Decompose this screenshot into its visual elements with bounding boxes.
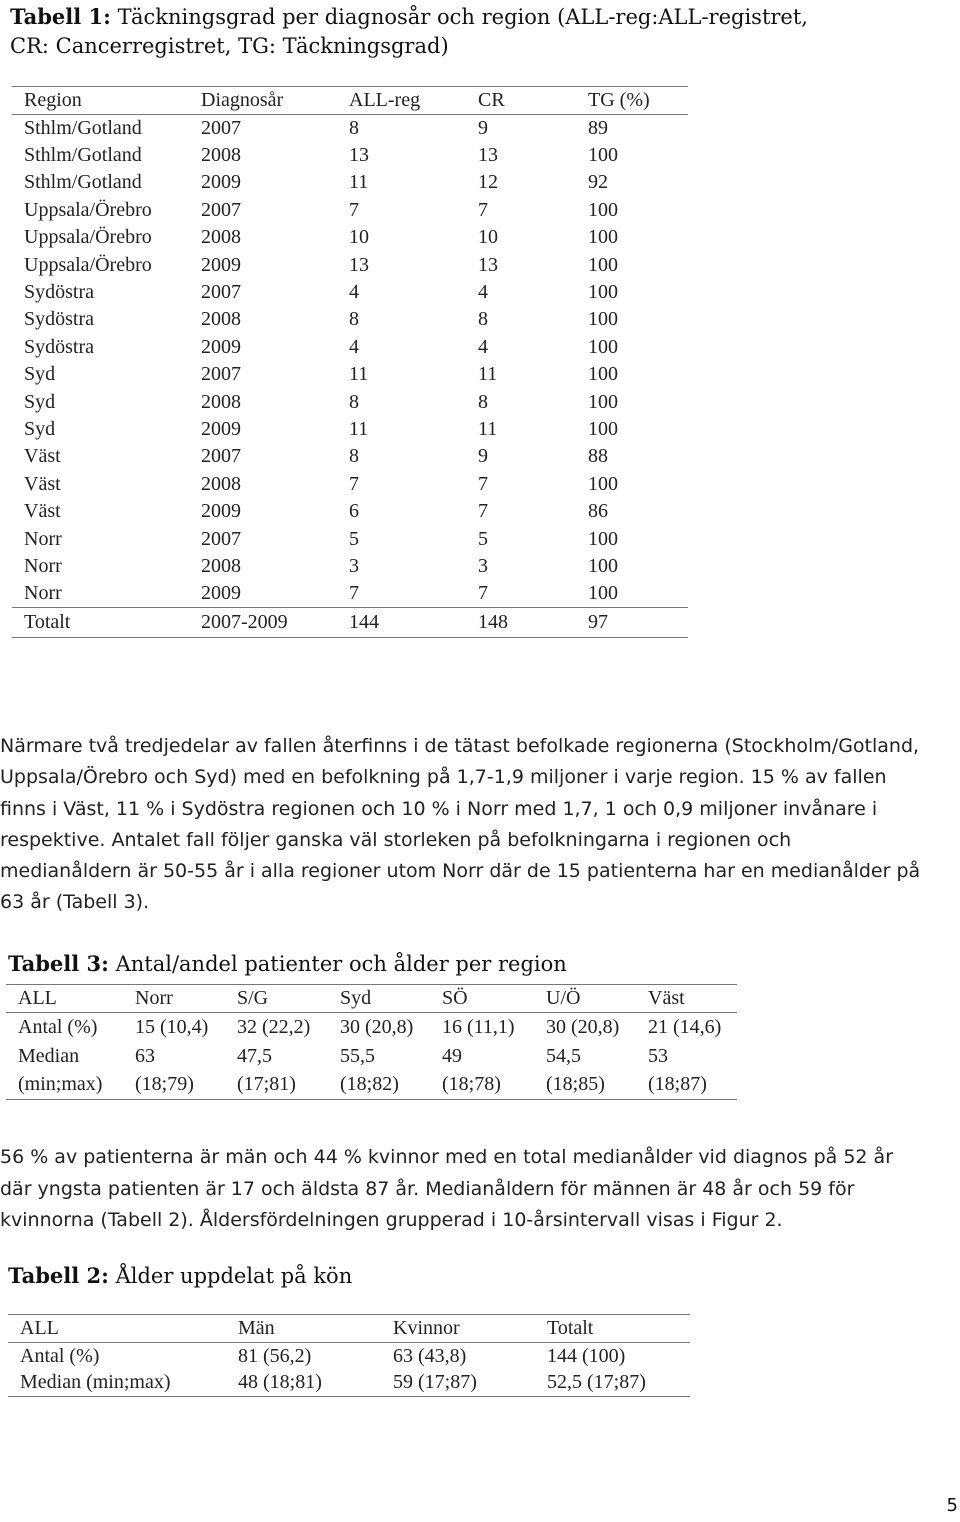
table1-header-cell: Region — [24, 89, 82, 111]
table-cell: 2009 — [201, 335, 241, 358]
table-row — [6, 1071, 737, 1100]
table-cell: Sydöstra — [24, 281, 94, 304]
table-cell: 2008 — [201, 390, 241, 413]
table-cell: Sydöstra — [24, 335, 94, 358]
table2-header-cell: Kvinnor — [393, 1317, 460, 1339]
table-cell: (17;81) — [237, 1073, 296, 1096]
table3-caption-text: Antal/andel patienter och ålder per region — [115, 952, 567, 976]
table-cell: 5 — [349, 527, 359, 550]
table-cell: 7 — [349, 582, 359, 605]
table-cell: Norr — [24, 554, 62, 577]
table-cell: 89 — [588, 116, 608, 139]
table-row — [12, 580, 688, 607]
table-cell: Sthlm/Gotland — [24, 144, 142, 167]
table-cell: Norr — [24, 582, 62, 605]
table-cell: Väst — [24, 472, 61, 495]
table-cell: Median — [18, 1044, 80, 1067]
table-cell: 92 — [588, 171, 608, 194]
table3-body — [6, 1013, 737, 1100]
table1 — [12, 86, 688, 638]
table-cell: 63 (43,8) — [393, 1344, 467, 1367]
table-cell: 2008 — [201, 308, 241, 331]
paragraph-gender-age — [0, 1142, 958, 1237]
table-cell: 13 — [349, 144, 369, 167]
table1-caption-text: Täckningsgrad per diagnosår och region (ALL-reg:ALL-registret, — [117, 5, 808, 29]
table-cell: 52,5 (17;87) — [547, 1371, 646, 1394]
table2 — [8, 1314, 690, 1397]
table-row — [12, 169, 688, 196]
table2-header-cell: ALL — [20, 1317, 59, 1339]
table-cell: 88 — [588, 445, 608, 468]
table-cell: 100 — [588, 253, 618, 276]
table-row — [12, 279, 688, 306]
table-cell: Väst — [24, 445, 61, 468]
table-row — [6, 1042, 737, 1071]
table2-header-row — [8, 1315, 690, 1343]
table-cell: 21 (14,6) — [648, 1015, 722, 1038]
table-cell: 30 (20,8) — [340, 1015, 414, 1038]
table-cell: 2007 — [201, 116, 241, 139]
table-cell: 8 — [349, 116, 359, 139]
table-cell: 13 — [349, 253, 369, 276]
table1-header-cell: TG (%) — [588, 89, 650, 111]
paragraph-line: kvinnorna (Tabell 2). Åldersfördelningen grupperad i 10-årsintervall visas i Figur 2. — [0, 1209, 783, 1231]
table-row — [12, 471, 688, 498]
table-row — [12, 306, 688, 333]
paragraph-region-distribution — [0, 731, 958, 919]
table-cell: 2007-2009 — [201, 611, 288, 634]
table-cell: 100 — [588, 472, 618, 495]
table-cell: 4 — [478, 335, 488, 358]
table-cell: 100 — [588, 144, 618, 167]
table3-header-cell: U/Ö — [546, 987, 581, 1009]
table3-caption — [8, 951, 567, 976]
table3-header-cell: Väst — [648, 987, 685, 1009]
table-cell: 7 — [349, 198, 359, 221]
table-cell: 2008 — [201, 144, 241, 167]
table-cell: 4 — [478, 281, 488, 304]
table-cell: 48 (18;81) — [238, 1371, 322, 1394]
table-cell: 11 — [349, 171, 369, 194]
table-row — [12, 251, 688, 278]
table1-header-row — [12, 87, 688, 115]
table-cell: (18;82) — [340, 1073, 399, 1096]
table3-header-cell: SÖ — [442, 987, 468, 1009]
table-cell: (18;79) — [135, 1073, 194, 1096]
table-cell: Norr — [24, 527, 62, 550]
table-cell: Syd — [24, 363, 56, 386]
table-cell: 8 — [349, 390, 359, 413]
table-cell: 144 — [349, 611, 379, 634]
table-row — [6, 1013, 737, 1042]
table-cell: (18;85) — [546, 1073, 605, 1096]
table3-header-row — [6, 985, 737, 1013]
table-cell: Antal (%) — [18, 1015, 98, 1038]
table-cell: Sthlm/Gotland — [24, 116, 142, 139]
table1-header-cell: CR — [478, 89, 505, 111]
table-row — [12, 142, 688, 169]
table-row — [12, 334, 688, 361]
table-row-total — [12, 608, 688, 638]
table1-body — [12, 115, 688, 638]
table-row — [12, 388, 688, 415]
table-cell: 81 (56,2) — [238, 1344, 312, 1367]
table-cell: 7 — [478, 500, 488, 523]
table1-caption-line2: CR: Cancerregistret, TG: Täckningsgrad) — [10, 34, 449, 58]
table-cell: Syd — [24, 417, 56, 440]
table-cell: 2008 — [201, 226, 241, 249]
table-cell: 9 — [478, 116, 488, 139]
table-cell: 7 — [478, 472, 488, 495]
table-cell: 8 — [349, 445, 359, 468]
table-cell: 144 (100) — [547, 1344, 626, 1367]
table1-header-cell: Diagnosår — [201, 89, 284, 111]
table-cell: 63 — [135, 1044, 155, 1067]
table-cell: 100 — [588, 308, 618, 331]
table-cell: Uppsala/Örebro — [24, 253, 152, 276]
table1-caption — [10, 4, 808, 29]
paragraph-line: medianåldern är 50-55 år i alla regioner utom Norr där de 15 patienterna har en medianålder på — [0, 860, 921, 883]
table-cell: 2009 — [201, 500, 241, 523]
table-cell: 11 — [478, 363, 498, 386]
table-cell: 30 (20,8) — [546, 1015, 620, 1038]
table-cell: 2007 — [201, 363, 241, 386]
table-cell: 2009 — [201, 417, 241, 440]
table-cell: 4 — [349, 335, 359, 358]
table2-header-cell: Totalt — [547, 1317, 594, 1339]
table-cell: (min;max) — [18, 1073, 103, 1096]
table-cell: 4 — [349, 281, 359, 304]
table2-caption-text: Ålder uppdelat på kön — [115, 1264, 353, 1288]
table-cell: 8 — [478, 308, 488, 331]
table-cell: 148 — [478, 611, 508, 634]
table3-header-cell: Norr — [135, 987, 173, 1009]
table3-header-cell: Syd — [340, 987, 372, 1009]
paragraph-line: finns i Väst, 11 % i Sydöstra regionen och 10 % i Norr med 1,7, 1 och 0,9 miljoner invånare i — [0, 797, 878, 820]
table3-header-cell: ALL — [18, 987, 57, 1009]
paragraph-line: Uppsala/Örebro och Syd) med en befolkning på 1,7-1,9 miljoner i varje region. 15 % av fallen — [0, 766, 887, 789]
table-cell: 2009 — [201, 582, 241, 605]
table1-header-cell: ALL-reg — [349, 89, 421, 111]
table-cell: 2008 — [201, 554, 241, 577]
table-cell: Totalt — [24, 611, 71, 634]
table-cell: 15 (10,4) — [135, 1015, 209, 1038]
table-row — [8, 1370, 690, 1397]
table-cell: 100 — [588, 198, 618, 221]
table3-caption-label: Tabell 3: — [8, 951, 109, 976]
table-cell: 97 — [588, 611, 608, 634]
table-cell: 49 — [442, 1044, 462, 1067]
table-cell: 5 — [478, 527, 488, 550]
table-cell: 100 — [588, 527, 618, 550]
paragraph-line: 56 % av patienterna är män och 44 % kvinnor med en total medianålder vid diagnos på 52 år — [0, 1146, 893, 1168]
table-cell: 12 — [478, 171, 498, 194]
table-cell: Uppsala/Örebro — [24, 226, 152, 249]
table-cell: 11 — [349, 363, 369, 386]
table-cell: 13 — [478, 144, 498, 167]
table-cell: 16 (11,1) — [442, 1015, 515, 1038]
table-cell: 100 — [588, 417, 618, 440]
table-cell: 100 — [588, 390, 618, 413]
table-cell: 10 — [478, 226, 498, 249]
table-cell: 32 (22,2) — [237, 1015, 311, 1038]
table-row — [12, 361, 688, 388]
table-cell: 55,5 — [340, 1044, 375, 1067]
table-cell: 3 — [478, 554, 488, 577]
table-cell: 11 — [349, 417, 369, 440]
table-row — [12, 115, 688, 142]
table-cell: 86 — [588, 500, 608, 523]
table2-header-cell: Män — [238, 1317, 275, 1339]
table-cell: 2007 — [201, 445, 241, 468]
table-cell: 2007 — [201, 281, 241, 304]
table-cell: 2007 — [201, 527, 241, 550]
table-cell: 7 — [478, 582, 488, 605]
table2-caption — [8, 1263, 352, 1288]
table-cell: (18;78) — [442, 1073, 501, 1096]
table-cell: Sthlm/Gotland — [24, 171, 142, 194]
table-cell: 100 — [588, 363, 618, 386]
table-row — [12, 197, 688, 224]
table2-caption-label: Tabell 2: — [8, 1263, 109, 1288]
table-cell: 2008 — [201, 472, 241, 495]
table-cell: 13 — [478, 253, 498, 276]
table-cell: 100 — [588, 335, 618, 358]
table-row — [12, 443, 688, 470]
table-cell: Median (min;max) — [20, 1371, 171, 1394]
table-cell: 7 — [478, 198, 488, 221]
table-cell: 8 — [349, 308, 359, 331]
table-cell: 2009 — [201, 253, 241, 276]
table-cell: Väst — [24, 500, 61, 523]
table-cell: 100 — [588, 582, 618, 605]
table-cell: Sydöstra — [24, 308, 94, 331]
table-cell: 53 — [648, 1044, 668, 1067]
table-cell: 59 (17;87) — [393, 1371, 477, 1394]
paragraph-line: där yngsta patienten är 17 och äldsta 87 år. Medianåldern för männen är 48 år och 59 för — [0, 1177, 855, 1200]
table-row — [12, 525, 688, 552]
page-number: 5 — [946, 1495, 958, 1516]
table-cell: 100 — [588, 281, 618, 304]
table-cell: 6 — [349, 500, 359, 523]
table3 — [6, 984, 737, 1100]
table-row — [12, 416, 688, 443]
table-cell: Syd — [24, 390, 56, 413]
table-row — [12, 553, 688, 580]
table-cell: 7 — [349, 472, 359, 495]
table-cell: 54,5 — [546, 1044, 581, 1067]
table-cell: 3 — [349, 554, 359, 577]
table-cell: 100 — [588, 554, 618, 577]
table-cell: 2009 — [201, 171, 241, 194]
paragraph-line: respektive. Antalet fall följer ganska väl storleken på befolkningarna i regionen och — [0, 828, 792, 851]
table-cell: 2007 — [201, 198, 241, 221]
table-row — [12, 224, 688, 251]
table-row — [12, 498, 688, 525]
table-cell: Antal (%) — [20, 1344, 100, 1367]
table-cell: (18;87) — [648, 1073, 707, 1096]
table-cell: 8 — [478, 390, 488, 413]
table-cell: Uppsala/Örebro — [24, 198, 152, 221]
table3-header-cell: S/G — [237, 987, 269, 1009]
table-cell: 47,5 — [237, 1044, 272, 1067]
paragraph-line: Närmare två tredjedelar av fallen återfinns i de tätast befolkade regionerna (Stockholm/Gotland, — [0, 735, 920, 757]
paragraph-line: 63 år (Tabell 3). — [0, 891, 150, 914]
table-cell: 10 — [349, 226, 369, 249]
table2-body — [8, 1343, 690, 1397]
table-row — [8, 1343, 690, 1370]
table-cell: 11 — [478, 417, 498, 440]
table-cell: 9 — [478, 445, 488, 468]
table1-caption-label: Tabell 1: — [10, 4, 111, 29]
table-cell: 100 — [588, 226, 618, 249]
